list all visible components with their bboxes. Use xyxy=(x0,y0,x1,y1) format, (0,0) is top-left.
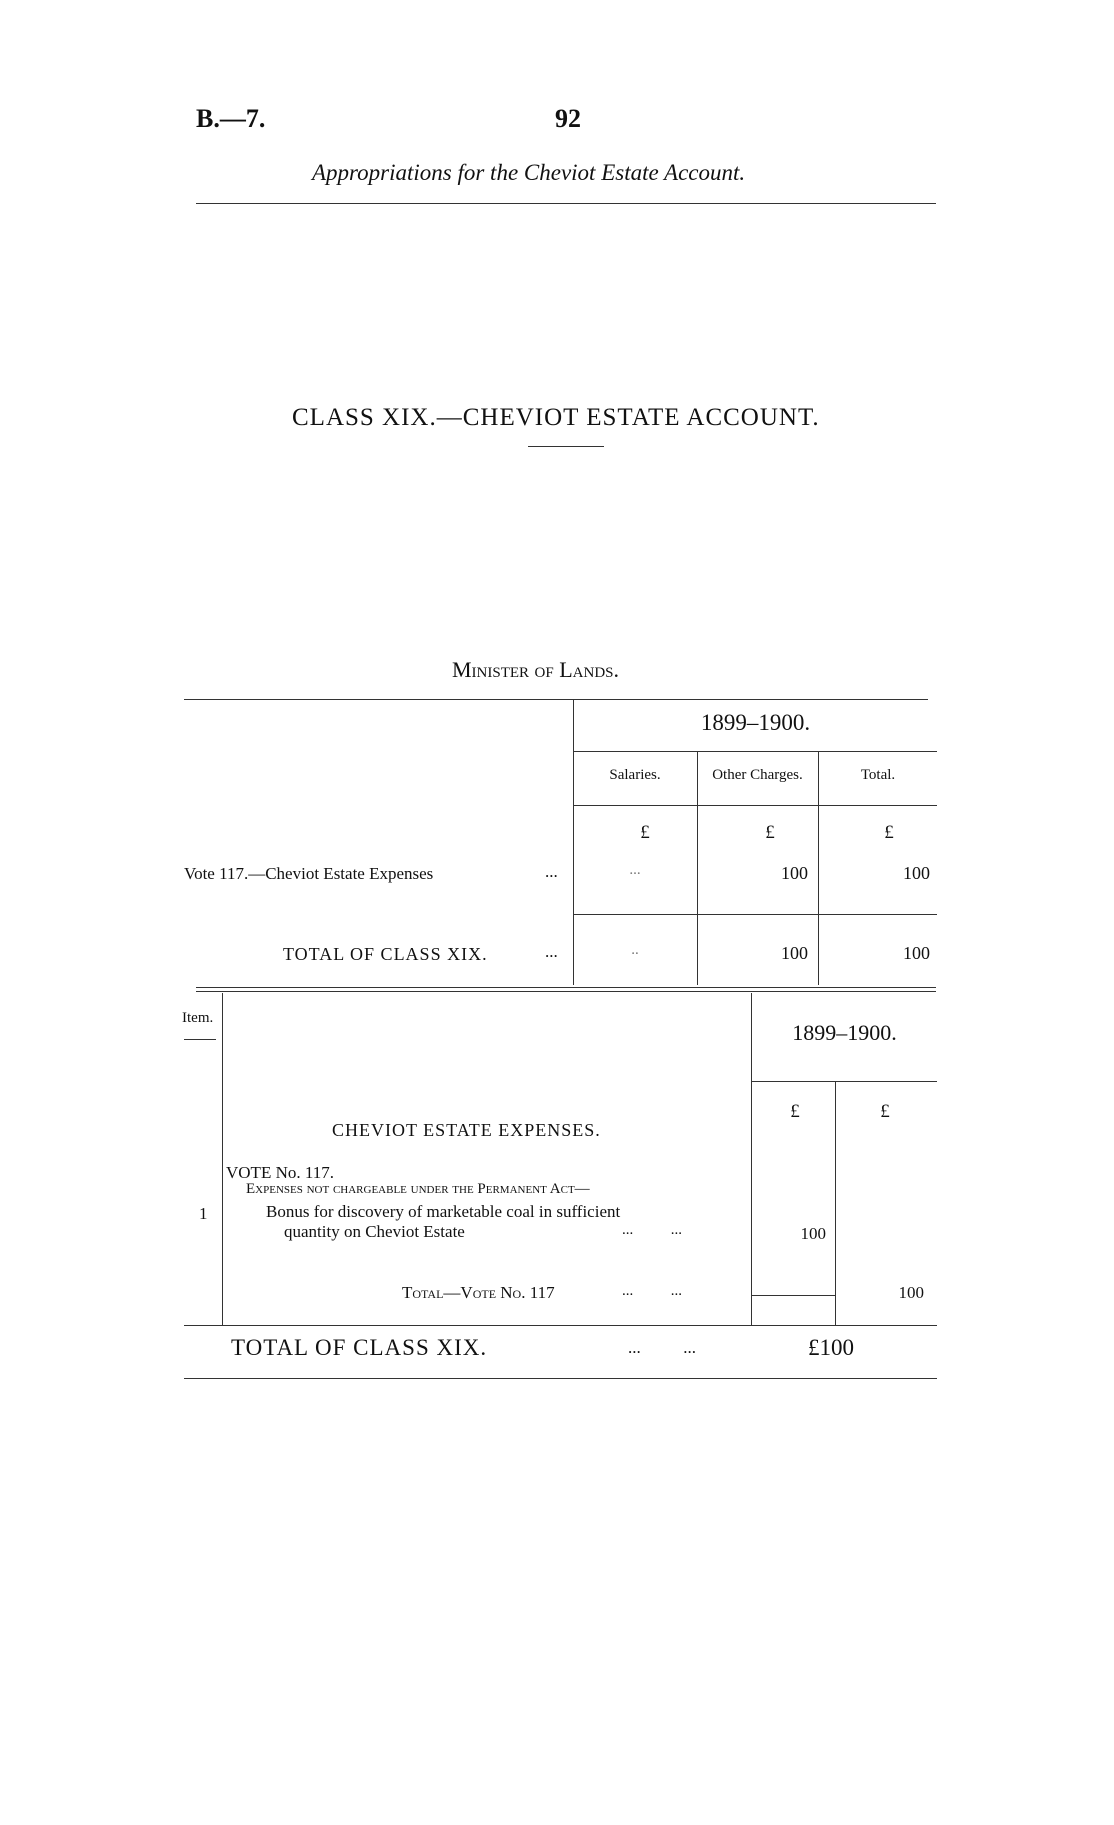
class-title-rule xyxy=(528,446,604,447)
section-title: CHEVIOT ESTATE EXPENSES. xyxy=(332,1120,601,1140)
summary-year-header: 1899–1900. xyxy=(700,710,811,735)
summary-total-salaries: .. xyxy=(631,942,639,958)
detail-currency-2: £ xyxy=(880,1101,890,1122)
vote-total-dots: ... ... xyxy=(622,1283,682,1299)
vote-117-other-charges: 100 xyxy=(781,863,808,883)
summary-total-other-charges: 100 xyxy=(781,943,808,963)
expense-category: Expenses not chargeable under the Permanent Act— xyxy=(246,1181,590,1197)
grand-total-amount: £100 xyxy=(808,1335,854,1360)
vote-total-amount: 100 xyxy=(898,1283,924,1302)
item-description-line-1: Bonus for discovery of marketable coal in sufficient xyxy=(266,1202,621,1221)
vote-number-line: VOTE No. 117. xyxy=(226,1163,334,1182)
summary-total-dots: ... xyxy=(545,942,558,961)
class-title: CLASS XIX.—CHEVIOT ESTATE ACCOUNT. xyxy=(292,404,820,431)
item-dots: ... ... xyxy=(622,1222,682,1238)
grand-total-label: TOTAL OF CLASS XIX. xyxy=(231,1335,488,1360)
document-reference: B.—7. xyxy=(196,104,266,133)
vote-total-label: Total—Vote No. 117 xyxy=(402,1283,555,1302)
summary-total-total: 100 xyxy=(903,943,930,963)
page-number: 92 xyxy=(555,104,581,133)
vote-117-salaries: ... xyxy=(629,862,641,878)
vote-117-dots: ... xyxy=(545,862,558,881)
item-description-line-2: quantity on Cheviot Estate xyxy=(284,1222,465,1241)
other-charges-column-header: Other Charges. xyxy=(712,767,803,783)
salaries-column-header: Salaries. xyxy=(609,767,661,783)
item-amount: 100 xyxy=(800,1224,826,1243)
minister-heading: Minister of Lands. xyxy=(452,657,620,682)
other-charges-currency: £ xyxy=(765,822,775,843)
detail-currency-1: £ xyxy=(790,1101,800,1122)
header-rule xyxy=(196,203,936,204)
vote-117-label: Vote 117.—Cheviot Estate Expenses xyxy=(184,864,434,883)
item-column-header: Item. xyxy=(182,1010,214,1026)
grand-total-rule xyxy=(184,1378,937,1379)
vote-117-total: 100 xyxy=(903,863,930,883)
page-subtitle: Appropriations for the Cheviot Estate Account. xyxy=(312,160,746,185)
total-currency: £ xyxy=(884,822,894,843)
salaries-currency: £ xyxy=(640,822,650,843)
summary-total-label: TOTAL OF CLASS XIX. xyxy=(283,944,488,964)
detail-year-header: 1899–1900. xyxy=(792,1020,897,1045)
grand-total-dots: ... ... xyxy=(628,1338,696,1357)
item-number: 1 xyxy=(199,1204,208,1223)
total-column-header: Total. xyxy=(860,767,896,783)
